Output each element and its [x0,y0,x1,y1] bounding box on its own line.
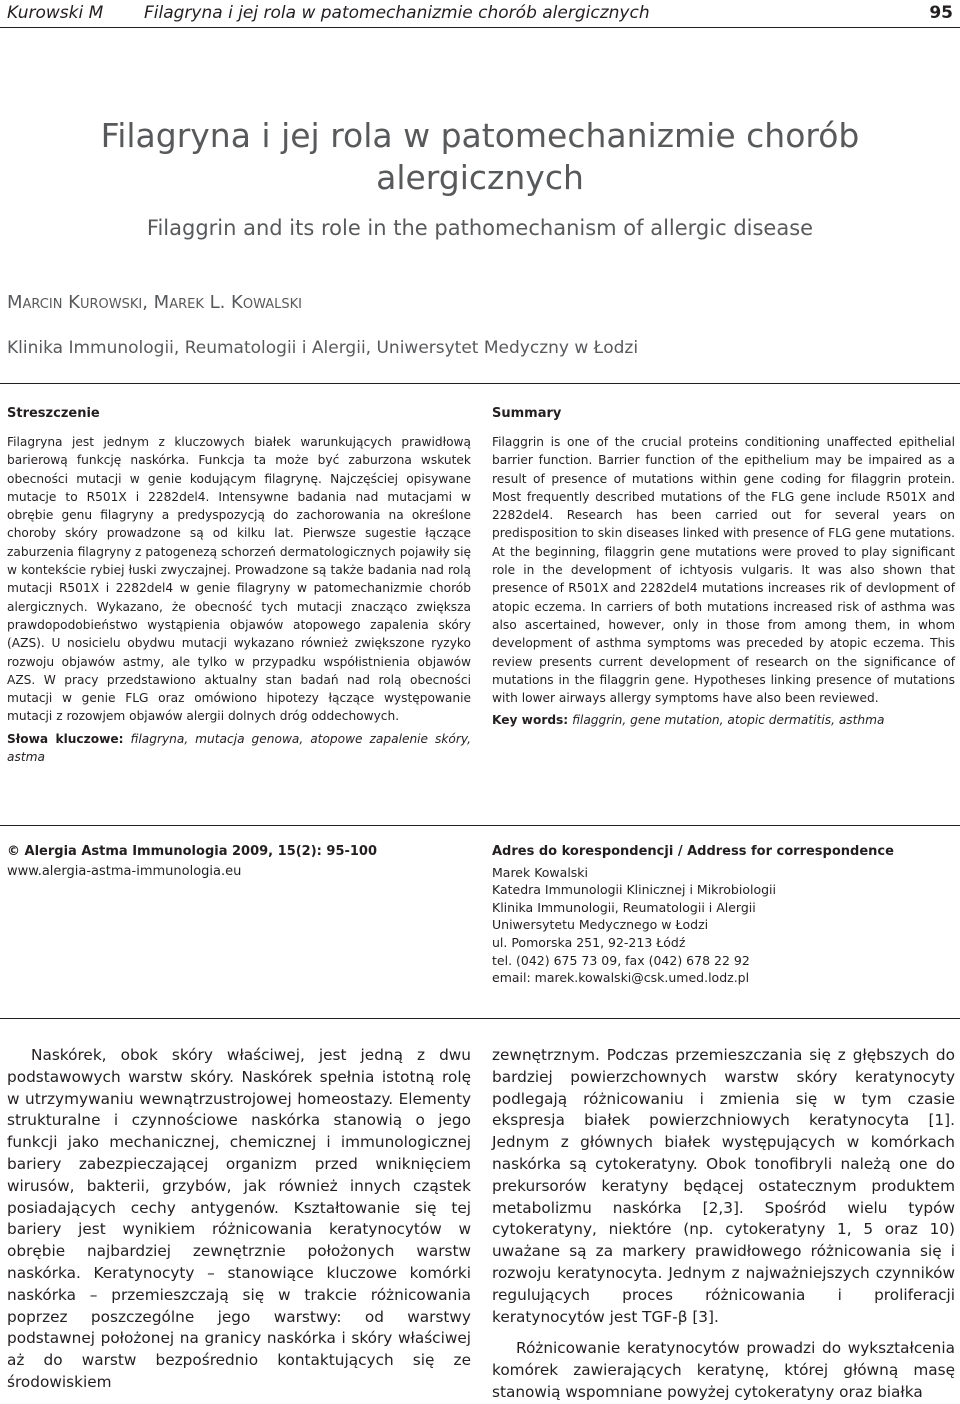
article-title: Filagryna i jej rola w patomechanizmie chorób alergicznych [100,116,860,197]
body-column-left [7,1045,471,1391]
abstract-polish-text: Filagryna jest jednym z kluczowych białek warunkujących prawidłową barierową funkcję naskórka. Funkcja ta może być zaburzona wskutek obecności mutacji w genie kodującym filagrynę. Najczęściej opisywane mutacje to R501X i 2282del4. Intensywne badania nad mutacjami w obrębie genu filagryny a predyspozycją do zachorowania na określone choroby skóry prowadzone są od kilku lat. Pierwsze sugestie łączące zaburzenia filagryny z patogenezą schorzeń dermatologicznych pojawiły się w kontekście rybiej łuski zwyczajnej. Prowadzone są także badania nad rolą mutacji R501X i 2282del4 w genie filagryny w patomechanizmie chorób alergicznych. Wykazano, że obecność tych mutacji znacząco zwiększa prawdopodobieństwo wystąpienia objawów atopowego zapalenia skóry (AZS). U nosicielu obydwu mutacji wykazano również zwiększone ryzyko rozwoju objawów astmy, ale tylko w przypadku współistnienia objawów AZS. W pracy przedstawiono aktualny stan badań nad rolą obecności mutacji w genie FLG oraz omówiono hipotezy łączące występowanie mutacji z rozowjem objawów alergii dolnych dróg oddechowych. [7,435,471,724]
correspondence-name: Marek Kowalski [492,864,589,880]
abstract-english-heading: Summary [492,406,562,421]
journal-url[interactable]: www.alergia-astma-immunologia.eu [7,864,242,879]
article-title-english: Filaggrin and its role in the pathomechanism of allergic disease [146,216,814,240]
body-paragraph: zewnętrznym. Podczas przemieszczania się z głębszych do bardziej powierzchownych warstw skóry keratynocyty podlegają różnicowaniu i zmienia się w tym czasie ekspresja białek powierzchniowych keratynocyta [1]. Jednym z głównych białek występujących w komórkach naskórka są cytokeratyny. Obok tonofibryli należą one do prekursorów keratyny będącej ostatecznym produktem metabolizmu naskórka [2,3]. Spośród wielu typów cytokeratyny, niektóre (np. cytokeratyny 1, 5 oraz 10) uważane są za markery prawidłowego różnicowania się i rozwoju keratynocyta. Jednym z najważniejszych czynników regulujących proces różnicowania i proliferacji keratynocytów jest TGF-β [3]. [492,1046,955,1326]
correspondence-email[interactable]: email: marek.kowalski@csk.umed.lodz.pl [492,970,750,986]
running-header-title: Filagryna i jej rola w patomechanizmie chorób alergicznych [144,3,650,23]
journal-citation: © Alergia Astma Immunologia 2009, 15(2): 95-100 [7,844,378,859]
correspondence-street: ul. Pomorska 251, 92-213 Łódź [492,934,686,950]
body-paragraph: Różnicowanie keratynocytów prowadzi do wykształcenia komórek zawierających keratynę, której główną masę stanowią wspomniane powyżej cytokeratyny oraz białka [492,1339,955,1401]
correspondence-university: Uniwersytetu Medycznego w Łodzi [492,917,709,933]
running-header [7,0,953,26]
page-number: 95 [929,3,953,23]
abstract-polish [7,405,471,766]
correspondence-block [492,843,955,987]
correspondence-clinic: Klinika Immunologii, Reumatologii i Alergii [492,899,756,915]
keywords-polish-text: filagryna, mutacja genowa, atopowe zapalenie skóry, astma [7,731,472,765]
body-column-right [492,1045,955,1401]
abstract-polish-heading: Streszczenie [7,406,100,421]
abstract-bottom-divider [0,825,960,826]
abstract-english [492,405,955,730]
running-header-authors: Kurowski M [7,3,104,23]
keywords-english-label: Key words: [492,713,569,728]
abstract-top-divider [0,383,960,384]
abstract-english-text: Filaggrin is one of the crucial proteins conditioning unaffected epithelial barrier function. Barrier function of the epithelium may be impaired as a result of presence of mutations within gene coding for filaggrin protein. Most frequently described mutations of the FLG gene include R501X and 2282del4. Research has been carried out for several years on predisposition to skin diseases linked with presence of FLG gene mutations. At the beginning, filaggrin gene mutations were proved to play significant role in the development of ichtyosis vulgaris. It was also shown that presence of R501X and 2282del4 mutations increases rik of devlopment of atopic eczema. In carriers of both mutations increased risk of asthma was also ascertained, however, only in those from among them, in whom development of asthma symptoms was preceded by atopic eczema. This review presents current development of research on the significance of mutations in the filaggrin gene. Hypotheses linking presence of mutations with lower airways allergy symptoms have also been reviewed. [492,435,955,706]
author-list: Marcin Kurowski, Marek L. Kowalski [7,292,302,313]
body-top-divider [0,1018,960,1019]
correspondence-heading: Adres do korespondencji / Address for correspondence [492,844,894,859]
correspondence-department: Katedra Immunologii Klinicznej i Mikrobiologii [492,882,776,898]
correspondence-phone: tel. (042) 675 73 09, fax (042) 678 22 92 [492,952,750,968]
keywords-polish-label: Słowa kluczowe: [7,731,124,746]
affiliation: Klinika Immunologii, Reumatologii i Alergii, Uniwersytet Medyczny w Łodzi [7,338,639,358]
keywords-english [492,711,955,729]
keywords-english-text: filaggrin, gene mutation, atopic dermatitis, asthma [572,713,885,728]
citation-block [7,843,471,881]
body-paragraph: Naskórek, obok skóry właściwej, jest jedną z dwu podstawowych warstw skóry. Naskórek spełnia istotną rolę w utrzymywaniu wewnątrzustrojowej homeostazy. Elementy strukturalne i czynnościowe naskórka stanowią o jego funkcji jako mechanicznej, chemicznej i immunologicznej bariery zabezpieczającej organizm przed wniknięciem wirusów, bakterii, grzybów, jak również innych cząstek posiadających cechy antygenów. Kształtowanie się tej bariery jest wynikiem różnicowania keratynocytów w obrębie najbardziej zewnętrznie położonych warstw naskórka. Keratynocyty – stanowiące kluczowe komórki naskórka – przemieszczają się w trakcie różnicowania poprzez poszczególne jego warstwy: od warstwy podstawnej położonej na granicy naskórka i skóry właściwej aż do warstw bezpośrednio kontaktujących się ze środowiskiem [7,1046,471,1391]
keywords-polish [7,730,471,767]
header-divider [0,27,960,28]
